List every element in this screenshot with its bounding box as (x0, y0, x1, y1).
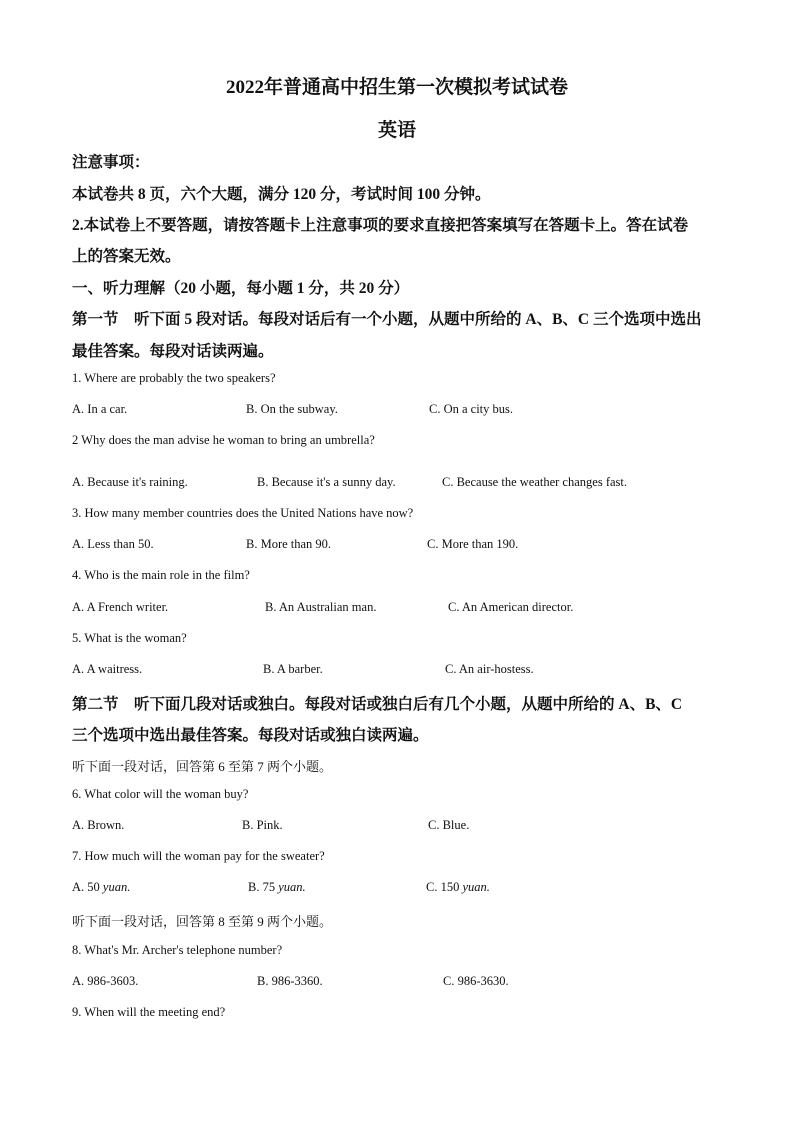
q5-option-a: A. A waitress. (72, 662, 143, 676)
q7-option-b-unit: yuan. (278, 880, 306, 894)
q3-option-b: B. More than 90. (246, 537, 332, 551)
instruction-line-2b: 上的答案无效。 (72, 248, 181, 265)
q6-option-a: A. Brown. (72, 818, 125, 832)
q2-option-a: A. Because it's raining. (72, 475, 188, 489)
q1-option-b: B. On the subway. (246, 402, 338, 416)
q4-option-c: C. An American director. (448, 600, 574, 614)
listen-note-8-9: 听下面一段对话，回答第 8 至第 9 两个小题。 (72, 914, 333, 929)
q7-option-c-label: C. 150 (426, 880, 463, 894)
question-8: 8. What's Mr. Archer's telephone number? (72, 943, 283, 957)
q4-option-a: A. A French writer. (72, 600, 169, 614)
subject-title: 英语 (377, 120, 416, 141)
q3-option-a: A. Less than 50. (72, 537, 154, 551)
q7-option-c-unit: yuan. (462, 880, 490, 894)
q7-option-b (248, 880, 306, 895)
question-5: 5. What is the woman? (72, 631, 187, 645)
question-7: 7. How much will the woman pay for the sweater? (72, 849, 325, 863)
q3-option-c: C. More than 190. (427, 537, 519, 551)
instruction-line-1: 本试卷共 8 页，六个大题，满分 120 分，考试时间 100 分钟。 (72, 186, 491, 203)
q7-option-a-label: A. 50 (72, 880, 103, 894)
q1-option-a: A. In a car. (72, 402, 128, 416)
q7-option-a (72, 880, 130, 895)
exam-title: 2022年普通高中招生第一次模拟考试试卷 (225, 77, 568, 98)
q2-option-c: C. Because the weather changes fast. (442, 475, 627, 489)
q4-option-b: B. An Australian man. (265, 600, 377, 614)
section1-line-a: 第一节 听下面 5 段对话。每段对话后有一个小题，从题中所给的 A、B、C 三个选项中选出 (72, 311, 702, 328)
question-1: 1. Where are probably the two speakers? (72, 371, 276, 385)
question-4: 4. Who is the main role in the film? (72, 568, 250, 582)
part1-heading: 一、听力理解（20 小题，每小题 1 分，共 20 分） (72, 280, 410, 297)
section2-line-b: 三个选项中选出最佳答案。每段对话或独白读两遍。 (72, 727, 429, 744)
q8-option-c: C. 986-3630. (443, 974, 509, 988)
q5-option-c: C. An air-hostess. (445, 662, 534, 676)
listen-note-6-7: 听下面一段对话，回答第 6 至第 7 两个小题。 (72, 759, 333, 774)
q6-option-b: B. Pink. (242, 818, 283, 832)
instructions-heading: 注意事项： (72, 154, 150, 171)
q7-option-c (426, 880, 490, 895)
question-9: 9. When will the meeting end? (72, 1005, 226, 1019)
q7-option-a-unit: yuan. (102, 880, 131, 894)
question-3: 3. How many member countries does the United Nations have now? (72, 506, 414, 520)
q2-option-b: B. Because it's a sunny day. (257, 475, 396, 489)
q8-option-a: A. 986-3603. (72, 974, 139, 988)
q5-option-b: B. A barber. (263, 662, 323, 676)
section1-line-b: 最佳答案。每段对话读两遍。 (72, 343, 274, 360)
question-2: 2 Why does the man advise he woman to bring an umbrella? (72, 433, 375, 447)
q8-option-b: B. 986-3360. (257, 974, 323, 988)
q1-option-c: C. On a city bus. (429, 402, 514, 416)
question-6: 6. What color will the woman buy? (72, 787, 249, 801)
q7-option-b-label: B. 75 (248, 880, 279, 894)
section2-line-a: 第二节 听下面几段对话或独白。每段对话或独白后有几个小题，从题中所给的 A、B、C (72, 696, 683, 713)
instruction-line-2a: 2.本试卷上不要答题，请按答题卡上注意事项的要求直接把答案填写在答题卡上。答在试卷 (72, 217, 689, 234)
q6-option-c: C. Blue. (428, 818, 470, 832)
